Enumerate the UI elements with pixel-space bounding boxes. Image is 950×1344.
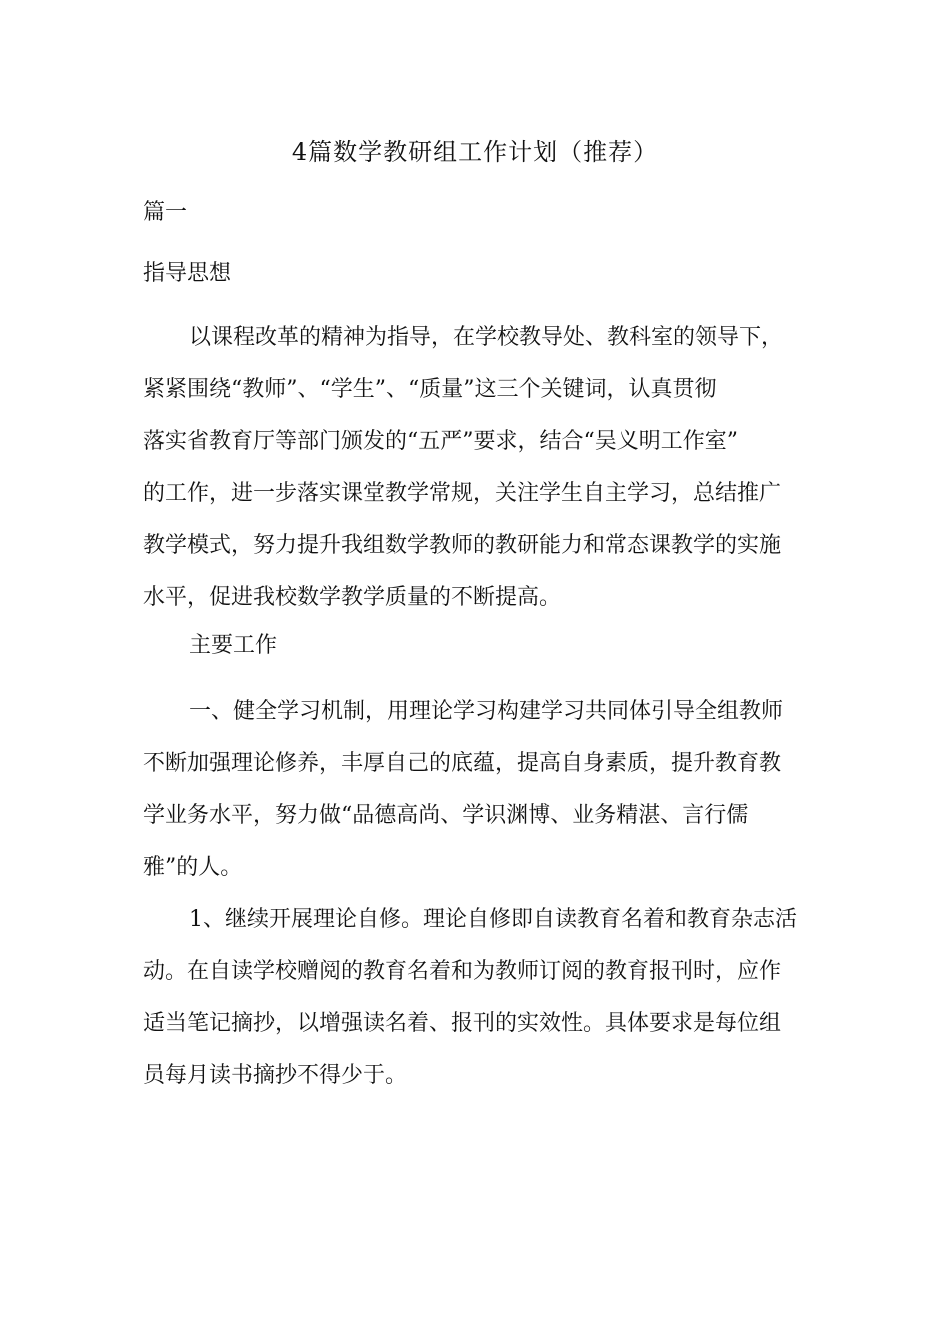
paragraph-line: 员每月读书摘抄不得少于。 [143,1063,408,1088]
paragraph-line: 学业务水平，努力做“品德高尚、学识渊博、业务精湛、言行儒 [143,803,749,828]
paragraph-line: 适当笔记摘抄，以增强读名着、报刊的实效性。具体要求是每位组 [143,1011,782,1036]
section-label: 篇一 [143,200,188,225]
paragraph-line: 的工作，进一步落实课堂教学常规，关注学生自主学习，总结推广 [143,481,782,506]
paragraph-line: 1、继续开展理论自修。理论自修即自读教育名着和教育杂志活 [189,907,797,932]
paragraph-line: 落实省教育厅等部门颁发的“五严”要求，结合“吴义明工作室” [143,429,738,454]
paragraph-item-one [143,686,808,894]
document-title: 4篇数学教研组工作计划（推荐） [291,138,659,166]
paragraph-line: 动。在自读学校赠阅的教育名着和为教师订阅的教育报刊时，应作 [143,959,782,984]
paragraph-line: 以课程改革的精神为指导，在学校教导处、教科室的领导下， [189,325,784,350]
heading-guiding-thought: 指导思想 [143,261,232,286]
paragraph-line: 一、健全学习机制，用理论学习构建学习共同体引导全组教师 [189,699,784,724]
paragraph-guiding-thought [143,312,808,624]
heading-main-work: 主要工作 [189,633,278,658]
paragraph-item-1 [143,894,808,1102]
paragraph-line: 紧紧围绕“教师”、“学生”、“质量”这三个关键词，认真贯彻 [143,377,717,402]
paragraph-line: 水平，促进我校数学教学质量的不断提高。 [143,585,562,610]
paragraph-line: 教学模式，努力提升我组数学教师的教研能力和常态课教学的实施 [143,533,782,558]
paragraph-line: 雅”的人。 [143,855,243,880]
paragraph-line: 不断加强理论修养，丰厚自己的底蕴，提高自身素质，提升教育教 [143,751,782,776]
